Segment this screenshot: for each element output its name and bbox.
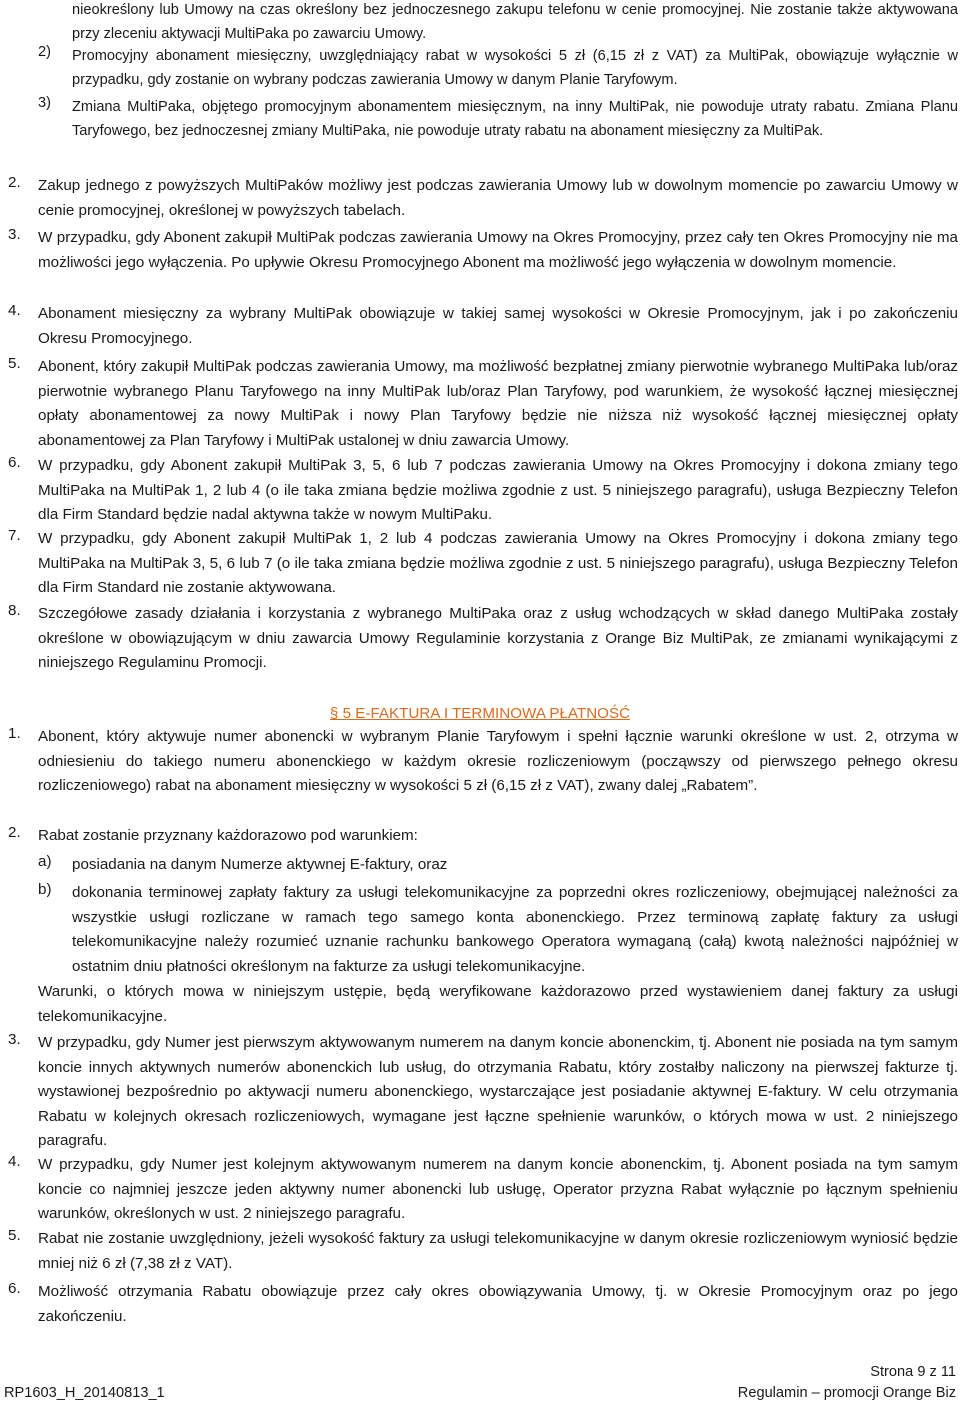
- page-number: Strona 9 z 11: [870, 1364, 956, 1380]
- list-number: 3.: [8, 1031, 21, 1048]
- intro-continuation: nieokreślony lub Umowy na czas określony bez jednoczesnego zakupu telefonu w cenie promocyjnej. Nie zostanie także aktywowana przy zleceniu aktywacji MultiPaka po zawarciu Umowy.: [72, 2, 958, 42]
- list-number: 2): [38, 44, 51, 60]
- list-text: W przypadku, gdy Abonent zakupił MultiPak podczas zawierania Umowy na Okres Promocyjny, przez cały ten Okres Promocyjny nie ma możliwości jego wyłączenia. Po upływie Okresu Promocyjnego Abonent ma możliwość jego wyłączenia w dowolnym momencie.: [38, 229, 958, 271]
- s5-item-2-tail: Warunki, o których mowa w niniejszym ustępie, będą weryfikowane każdorazowo przed wystawieniem danej faktury za usługi telekomunikacyjne.: [38, 983, 958, 1025]
- list-number: 3.: [8, 226, 21, 243]
- list-text: Zmiana MultiPaka, objętego promocyjnym abonamentem miesięcznym, na inny MultiPak, nie powoduje utraty rabatu. Zmiana Planu Taryfowego, bez jednoczesnej zmiany MultiPaka, nie powoduje utraty rabatu na abonament miesięczny za MultiPak.: [72, 99, 958, 139]
- list-text: dokonania terminowej zapłaty faktury za usługi telekomunikacyjne za poprzedni okres rozliczeniowy, obejmującej należności za wszystkie usługi rozliczane w ramach tego samego konta abonenckiego. Przez terminową zapłatę faktury za usługi telekomunikacyjne należy rozumieć uznanie rachunku bankowego Operatora wymaganą (całą) kwotą należności najpóźniej w ostatnim dniu płatności określonym na fakturze za usługi telekomunikacyjne.: [72, 884, 958, 975]
- document-code: RP1603_H_20140813_1: [4, 1385, 165, 1401]
- list-number: 4.: [8, 302, 21, 319]
- list-text: W przypadku, gdy Abonent zakupił MultiPak 1, 2 lub 4 podczas zawierania Umowy na Okres Promocyjny i dokona zmiany tego MultiPaka na MultiPak 3, 5, 6 lub 7 (o ile taka zmiana będzie możliwa zgodnie z ust. 5 niniejszego paragrafu), usługa Bezpieczny Telefon dla Firm Standard nie zostanie aktywowana.: [38, 530, 958, 596]
- list-text: W przypadku, gdy Abonent zakupił MultiPak 3, 5, 6 lub 7 podczas zawierania Umowy na Okres Promocyjny i dokona zmiany tego MultiPaka na MultiPak 1, 2 lub 4 (o ile taka zmiana będzie możliwa zgodnie z ust. 5 niniejszego paragrafu), usługa Bezpieczny Telefon dla Firm Standard będzie nadal aktywna także w nowym MultiPaku.: [38, 457, 958, 523]
- list-text: Promocyjny abonament miesięczny, uwzględniający rabat w wysokości 5 zł (6,15 zł z VAT) za MultiPak, obowiązuje wyłącznie w przypadku, gdy zostanie on wybrany podczas zawierania Umowy w danym Planie Taryfowym.: [72, 48, 958, 88]
- list-number: 5.: [8, 355, 21, 372]
- list-text: Rabat zostanie przyznany każdorazowo pod warunkiem:: [38, 827, 418, 844]
- list-text: W przypadku, gdy Numer jest kolejnym aktywowanym numerem na danym koncie abonenckim, tj. Abonent posiada na tym samym koncie co najmniej jeszcze jeden aktywny numer abonencki lub usługę, Operator przyzna Rabat wyłącznie po łącznym spełnieniu warunków, określonych w ust. 2 niniejszego paragrafu.: [38, 1156, 958, 1222]
- document-title: Regulamin – promocji Orange Biz: [737, 1385, 956, 1401]
- list-text: W przypadku, gdy Numer jest pierwszym aktywowanym numerem na danym koncie abonenckim, tj. Abonent nie posiada na tym samym koncie innych aktywnych numerów abonenckich lub usług, do otrzymania Rabatu, który zostałby naliczony na pierwszej fakturze tj. wystawionej bezpośrednio po aktywacji numeru abonenckiego, wystarczające jest posiadanie aktywnej E-faktury. W celu otrzymania Rabatu w kolejnych okresach rozliczeniowych, wymagane jest łączne spełnienie warunków, o których mowa w ust. 2 niniejszego paragrafu.: [38, 1034, 958, 1149]
- list-number: 4.: [8, 1153, 21, 1170]
- list-number: 1.: [8, 725, 21, 742]
- list-number: 6.: [8, 454, 21, 471]
- section-heading: § 5 E-FAKTURA I TERMINOWA PŁATNOŚĆ: [329, 705, 631, 722]
- list-text: Zakup jednego z powyższych MultiPaków możliwy jest podczas zawierania Umowy lub w dowolnym momencie po zawarciu Umowy w cenie promocyjnej, określonej w powyższych tabelach.: [38, 177, 958, 219]
- list-text: Abonament miesięczny za wybrany MultiPak obowiązuje w takiej samej wysokości w Okresie Promocyjnym, jak i po zakończeniu Okresu Promocyjnego.: [38, 305, 958, 347]
- list-text: Abonent, który zakupił MultiPak podczas zawierania Umowy, ma możliwość bezpłatnej zmiany pierwotnie wybranego MultiPaka lub/oraz pierwotnie wybranego Planu Taryfowego na inny MultiPak lub/oraz Plan Taryfowy, pod warunkiem, że wysokość łącznej miesięcznej opłaty abonamentowej za nowy MultiPak i nowy Plan Taryfowy będzie nie niższa niż wysokość łącznej miesięcznej opłaty abonamentowej za Plan Taryfowy i MultiPak ustalonej w dniu zawarcia Umowy.: [38, 358, 958, 449]
- list-number: b): [38, 881, 52, 898]
- list-number: 5.: [8, 1227, 21, 1244]
- list-text: Abonent, który aktywuje numer abonencki w wybranym Planie Taryfowym i spełni łącznie warunki określone w ust. 2, otrzyma w odniesieniu do takiego numeru abonenckiego w każdym okresie rozliczeniowym (począwszy od pierwszego pełnego okresu rozliczeniowego) rabat na abonament miesięczny w wysokości 5 zł (6,15 zł z VAT), zwany dalej „Rabatem”.: [38, 728, 958, 794]
- list-number: 2.: [8, 824, 21, 841]
- list-number: 3): [38, 95, 51, 111]
- list-number: 6.: [8, 1280, 21, 1297]
- list-number: 7.: [8, 527, 21, 544]
- list-number: 8.: [8, 602, 21, 619]
- list-number: 2.: [8, 174, 21, 191]
- list-text: posiadania na danym Numerze aktywnej E-faktury, oraz: [72, 856, 448, 873]
- list-text: Rabat nie zostanie uwzględniony, jeżeli wysokość faktury za usługi telekomunikacyjne w danym okresie rozliczeniowym wyniosić będzie mniej niż 6 zł (7,38 zł z VAT).: [38, 1230, 958, 1272]
- list-text: Możliwość otrzymania Rabatu obowiązuje przez cały okres obowiązywania Umowy, tj. w Okresie Promocyjnym oraz po jego zakończeniu.: [38, 1283, 958, 1325]
- list-text: Szczegółowe zasady działania i korzystania z wybranego MultiPaka oraz z usług wchodzących w skład danego MultiPaka zostały określone w obowiązującym w dniu zawarcia Umowy Regulaminie korzystania z Orange Biz MultiPak, ze zmianami wynikającymi z niniejszego Regulaminu Promocji.: [38, 605, 958, 671]
- list-number: a): [38, 853, 52, 870]
